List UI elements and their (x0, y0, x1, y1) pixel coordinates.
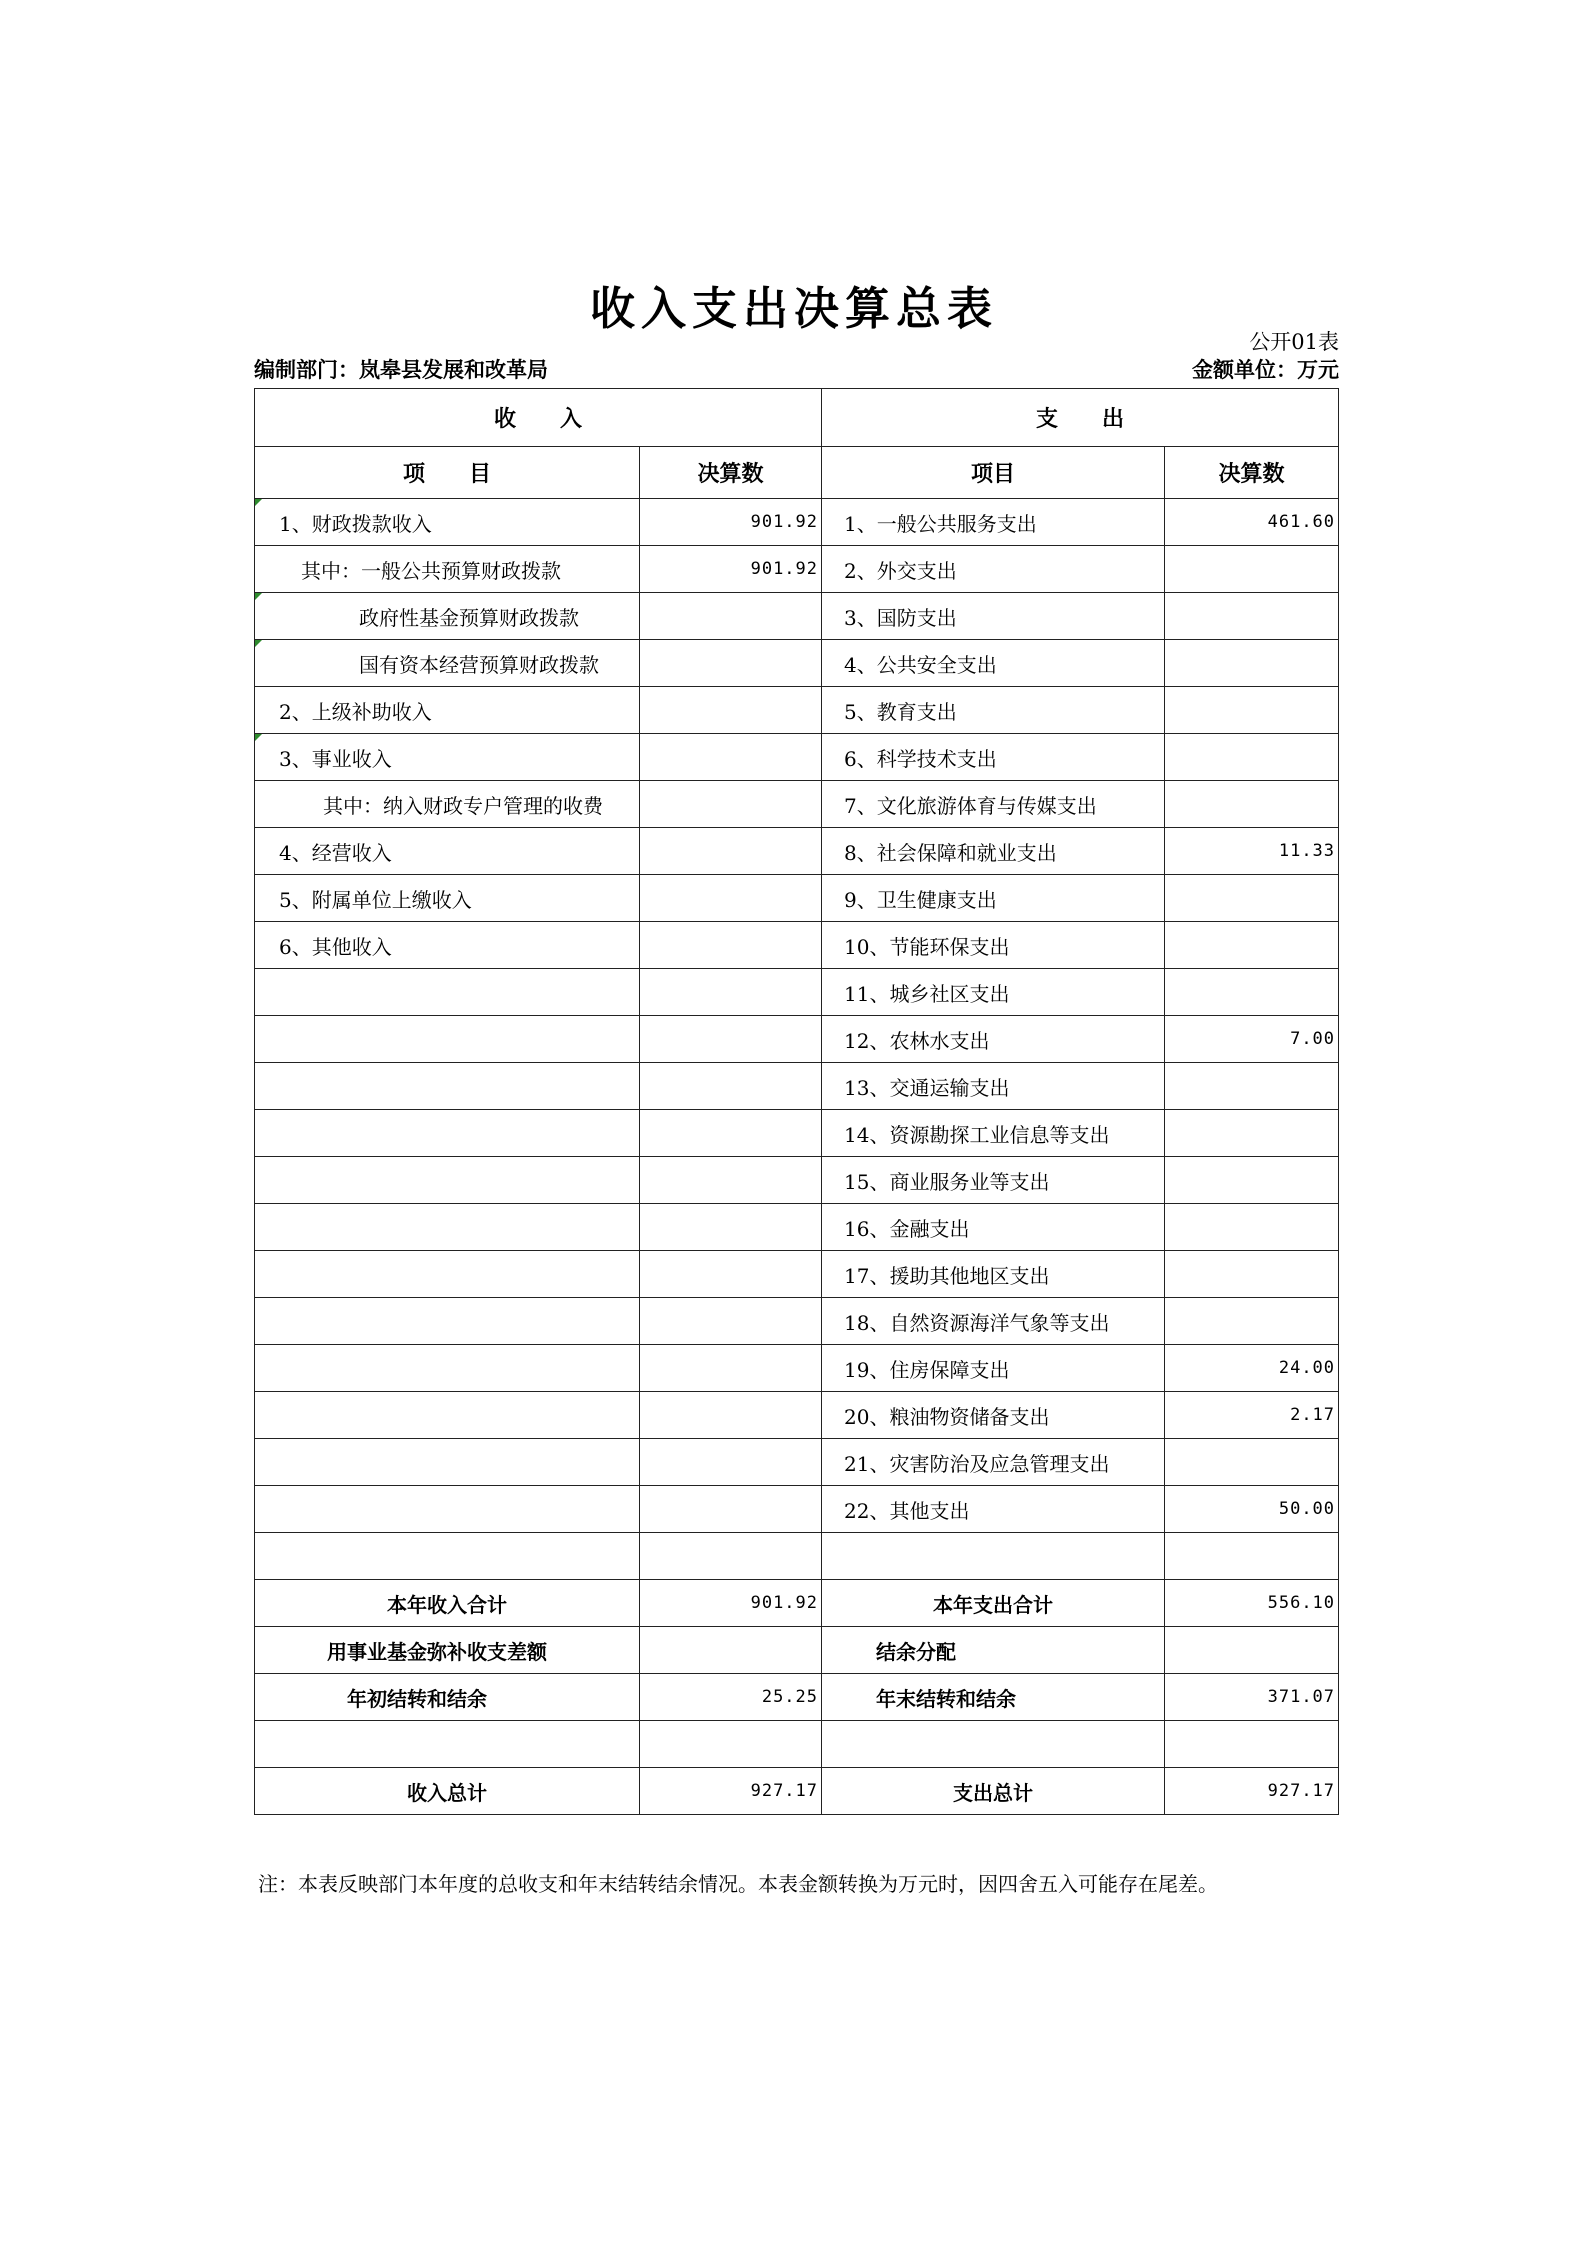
income-item-value (640, 593, 822, 640)
expense-item-value (1165, 875, 1339, 922)
income-item-label: 国有资本经营预算财政拨款 (255, 640, 640, 687)
expense-item-value (1165, 734, 1339, 781)
expense-item-value (1165, 1439, 1339, 1486)
expense-item-label: 22、其他支出 (822, 1486, 1165, 1533)
budget-table (254, 388, 1339, 1815)
table-row (255, 734, 1339, 781)
grand-income-label: 收入总计 (255, 1768, 640, 1815)
table-row (255, 1016, 1339, 1063)
empty-cell (640, 1721, 822, 1768)
table-header-row (255, 389, 1339, 447)
table-row (255, 546, 1339, 593)
table-row (255, 640, 1339, 687)
expense-item-value (1165, 1204, 1339, 1251)
page-title: 收入支出决算总表 (589, 282, 998, 335)
summary-row (255, 1580, 1339, 1627)
table-row (255, 1251, 1339, 1298)
empty-cell (822, 1533, 1165, 1580)
empty-cell (640, 1251, 822, 1298)
table-row (255, 1204, 1339, 1251)
form-code: 公开01表 (1249, 330, 1339, 354)
expense-item-label: 1、一般公共服务支出 (822, 499, 1165, 546)
empty-cell (640, 1016, 822, 1063)
income-item-value: 901.92 (640, 499, 822, 546)
expense-total-label: 本年支出合计 (822, 1580, 1165, 1627)
table-row (255, 1486, 1339, 1533)
summary-row (255, 1627, 1339, 1674)
income-item-label: 1、财政拨款收入 (255, 499, 640, 546)
empty-cell (640, 1533, 822, 1580)
empty-cell (255, 1486, 640, 1533)
summary-row (255, 1721, 1339, 1768)
empty-cell (1165, 1721, 1339, 1768)
table-row (255, 1110, 1339, 1157)
table-row (255, 1392, 1339, 1439)
surplus-distribution-label: 结余分配 (822, 1627, 1165, 1674)
expense-item-label: 9、卫生健康支出 (822, 875, 1165, 922)
table-row (255, 1157, 1339, 1204)
summary-row (255, 1768, 1339, 1815)
empty-cell (822, 1721, 1165, 1768)
expense-item-value (1165, 1251, 1339, 1298)
expense-item-value (1165, 1110, 1339, 1157)
table-subheader-row (255, 447, 1339, 499)
income-total-label: 本年收入合计 (255, 1580, 640, 1627)
ending-balance-value: 371.07 (1165, 1674, 1339, 1721)
income-item-value (640, 781, 822, 828)
empty-cell (255, 1392, 640, 1439)
beginning-balance-value: 25.25 (640, 1674, 822, 1721)
expense-item-label: 12、农林水支出 (822, 1016, 1165, 1063)
fund-balance-value (640, 1627, 822, 1674)
income-item-value (640, 828, 822, 875)
empty-cell (255, 1204, 640, 1251)
empty-cell (255, 1063, 640, 1110)
table-row (255, 687, 1339, 734)
expense-item-label: 17、援助其他地区支出 (822, 1251, 1165, 1298)
expense-item-label: 8、社会保障和就业支出 (822, 828, 1165, 875)
income-item-label: 2、上级补助收入 (255, 687, 640, 734)
empty-cell (1165, 1533, 1339, 1580)
expense-item-value (1165, 969, 1339, 1016)
expense-item-label: 16、金融支出 (822, 1204, 1165, 1251)
income-item-value (640, 687, 822, 734)
table-row (255, 875, 1339, 922)
income-item-value (640, 734, 822, 781)
department-label: 编制部门：岚皋县发展和改革局 (254, 357, 548, 382)
expense-item-label: 15、商业服务业等支出 (822, 1157, 1165, 1204)
empty-cell (255, 1110, 640, 1157)
empty-cell (640, 1345, 822, 1392)
table-row (255, 593, 1339, 640)
expense-item-value: 2.17 (1165, 1392, 1339, 1439)
empty-cell (640, 1439, 822, 1486)
table-row (255, 922, 1339, 969)
expense-item-label: 6、科学技术支出 (822, 734, 1165, 781)
expense-item-header: 项目 (822, 447, 1165, 499)
expense-item-value (1165, 1298, 1339, 1345)
grand-expense-label: 支出总计 (822, 1768, 1165, 1815)
expense-item-label: 4、公共安全支出 (822, 640, 1165, 687)
expense-item-value (1165, 546, 1339, 593)
income-item-header: 项 目 (255, 447, 640, 499)
summary-row (255, 1674, 1339, 1721)
empty-cell (640, 1486, 822, 1533)
empty-cell (640, 969, 822, 1016)
table-row (255, 1345, 1339, 1392)
expense-item-label: 21、灾害防治及应急管理支出 (822, 1439, 1165, 1486)
expense-item-value (1165, 1063, 1339, 1110)
empty-cell (640, 1110, 822, 1157)
empty-cell (255, 969, 640, 1016)
table-row (255, 499, 1339, 546)
expense-item-label: 18、自然资源海洋气象等支出 (822, 1298, 1165, 1345)
empty-cell (640, 1298, 822, 1345)
grand-expense-value: 927.17 (1165, 1768, 1339, 1815)
ending-balance-label: 年末结转和结余 (822, 1674, 1165, 1721)
expense-item-value (1165, 922, 1339, 969)
expense-item-value (1165, 593, 1339, 640)
beginning-balance-label: 年初结转和结余 (255, 1674, 640, 1721)
table-row (255, 781, 1339, 828)
expense-item-label: 20、粮油物资储备支出 (822, 1392, 1165, 1439)
surplus-distribution-value (1165, 1627, 1339, 1674)
income-item-label: 6、其他收入 (255, 922, 640, 969)
empty-cell (640, 1392, 822, 1439)
income-header: 收 入 (255, 389, 822, 447)
unit-label: 金额单位：万元 (1192, 357, 1339, 382)
expense-item-label: 2、外交支出 (822, 546, 1165, 593)
income-item-label: 其中：一般公共预算财政拨款 (255, 546, 640, 593)
expense-item-value: 461.60 (1165, 499, 1339, 546)
income-item-label: 4、经营收入 (255, 828, 640, 875)
expense-item-value: 7.00 (1165, 1016, 1339, 1063)
expense-item-label: 5、教育支出 (822, 687, 1165, 734)
income-item-label: 3、事业收入 (255, 734, 640, 781)
table-row (255, 1063, 1339, 1110)
expense-total-value: 556.10 (1165, 1580, 1339, 1627)
income-item-label: 5、附属单位上缴收入 (255, 875, 640, 922)
grand-income-value: 927.17 (640, 1768, 822, 1815)
empty-cell (640, 1157, 822, 1204)
empty-cell (640, 1063, 822, 1110)
empty-cell (255, 1298, 640, 1345)
expense-item-label: 14、资源勘探工业信息等支出 (822, 1110, 1165, 1157)
empty-cell (255, 1533, 640, 1580)
expense-item-label: 10、节能环保支出 (822, 922, 1165, 969)
expense-amount-header: 决算数 (1165, 447, 1339, 499)
expense-item-value (1165, 687, 1339, 734)
expense-item-value: 50.00 (1165, 1486, 1339, 1533)
income-item-value (640, 922, 822, 969)
expense-item-label: 11、城乡社区支出 (822, 969, 1165, 1016)
empty-cell (255, 1157, 640, 1204)
fund-balance-label: 用事业基金弥补收支差额 (255, 1627, 640, 1674)
empty-cell (640, 1204, 822, 1251)
empty-cell (255, 1721, 640, 1768)
expense-item-label: 3、国防支出 (822, 593, 1165, 640)
expense-item-label: 13、交通运输支出 (822, 1063, 1165, 1110)
empty-cell (255, 1439, 640, 1486)
expense-item-value: 24.00 (1165, 1345, 1339, 1392)
empty-cell (255, 1251, 640, 1298)
income-total-value: 901.92 (640, 1580, 822, 1627)
expense-item-value (1165, 781, 1339, 828)
expense-item-label: 7、文化旅游体育与传媒支出 (822, 781, 1165, 828)
expense-item-value (1165, 640, 1339, 687)
table-row (255, 1533, 1339, 1580)
income-item-label: 政府性基金预算财政拨款 (255, 593, 640, 640)
income-item-value (640, 875, 822, 922)
table-row (255, 1439, 1339, 1486)
empty-cell (255, 1345, 640, 1392)
expense-header: 支 出 (822, 389, 1339, 447)
income-item-value (640, 640, 822, 687)
table-row (255, 828, 1339, 875)
income-amount-header: 决算数 (640, 447, 822, 499)
expense-item-value: 11.33 (1165, 828, 1339, 875)
table-row (255, 969, 1339, 1016)
footnote: 注：本表反映部门本年度的总收支和年末结转结余情况。本表金额转换为万元时，因四舍五入可能存在尾差。 (258, 1872, 1218, 1896)
income-item-label: 其中：纳入财政专户管理的收费 (255, 781, 640, 828)
expense-item-label: 19、住房保障支出 (822, 1345, 1165, 1392)
expense-item-value (1165, 1157, 1339, 1204)
table-row (255, 1298, 1339, 1345)
empty-cell (255, 1016, 640, 1063)
income-item-value: 901.92 (640, 546, 822, 593)
